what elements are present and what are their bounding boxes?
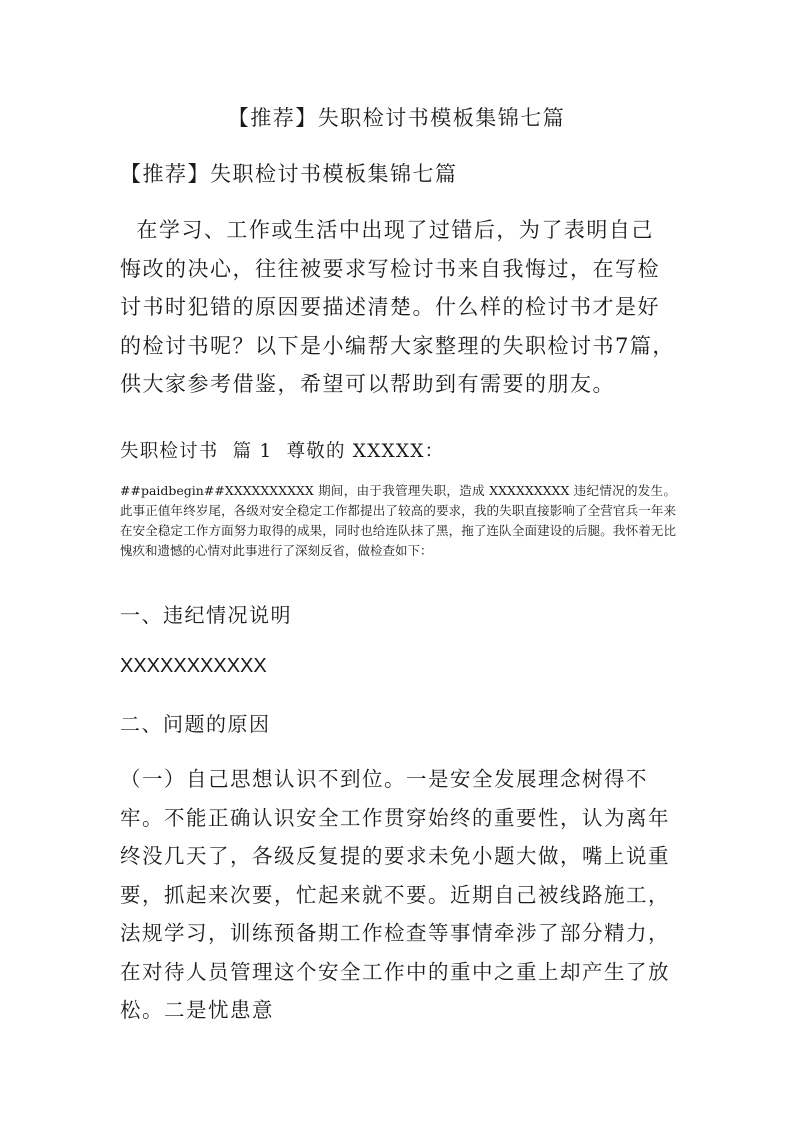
section-heading-violation: 一、违纪情况说明 [120, 603, 292, 627]
causes-paragraph: （一）自己思想认识不到位。一是安全发展理念树得不牢。不能正确认识安全工作贯穿始终的重要性，认为离年终没几天了，各级反复提的要求未免小题大做，嘴上说重要，抓起来次要，忙起来就不要。近期自己被线路施工，法规学习，训练预备期工作检查等事情牵涉了部分精力，在对待人员管理这个安全工作中的重中之重上却产生了放松。二是忧患意 [120, 767, 670, 1022]
document-subtitle: 【推荐】失职检讨书模板集锦七篇 [120, 162, 458, 186]
intro-paragraph: 在学习、工作或生活中出现了过错后，为了表明自己悔改的决心，往往被要求写检讨书来自我悔过，在写检讨书时犯错的原因要描述清楚。什么样的检讨书才是好的检讨书呢？以下是小编帮大家整理的失职检讨书7篇，供大家参考借鉴，希望可以帮助到有需要的朋友。 [120, 218, 675, 396]
section-heading-causes: 二、问题的原因 [120, 712, 271, 736]
document-title: 【推荐】失职检讨书模板集锦七篇 [227, 106, 566, 130]
letter-body-paragraph: ##paidbegin##XXXXXXXXXX 期间，由于我管理失职，造成 XXXXXXXXX 违纪情况的发生。此事正值年终岁尾，各级对安全稳定工作都提出了较高的要求，我的失职直接影响了全营官兵一年来在安全稳定工作方面努力取得的成果，同时也给连队抹了黑，拖了连队全面建设的后腿。我怀着无比愧疚和遗憾的心情对此事进行了深刻反省，做检查如下： [120, 483, 676, 558]
chapter-heading: 失职检讨书 篇 1 尊敬的 XXXXX： [120, 441, 445, 462]
section-placeholder-content: XXXXXXXXXXX [120, 655, 267, 677]
